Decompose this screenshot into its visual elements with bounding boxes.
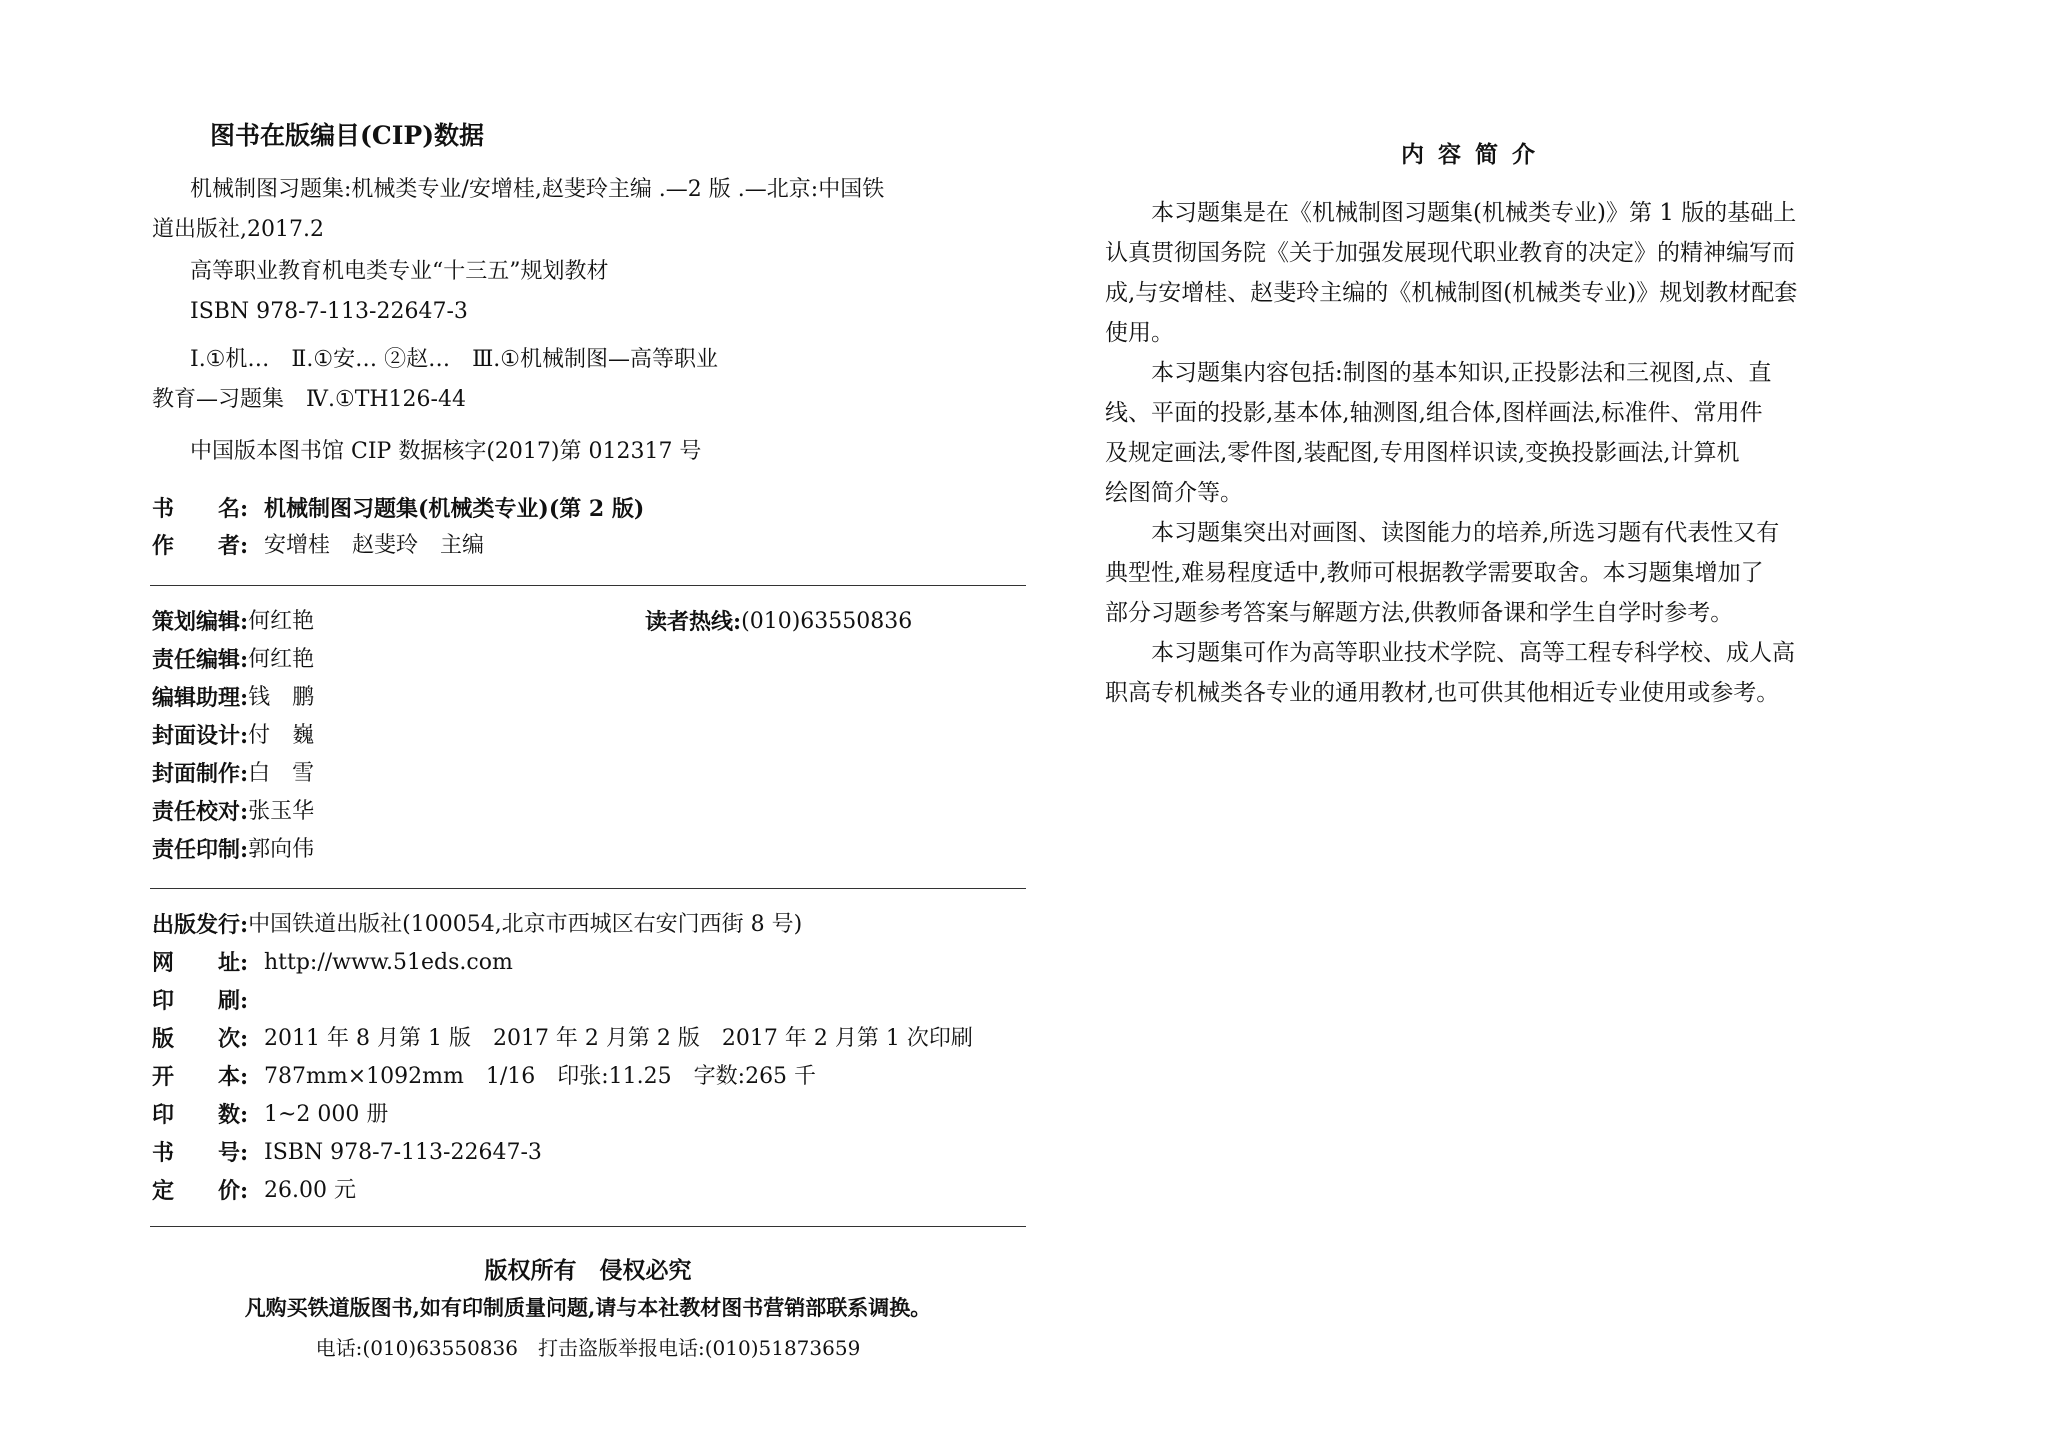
book-title-row xyxy=(152,490,644,528)
staff-row xyxy=(152,755,314,793)
publish-value: http://www.51eds.com xyxy=(264,950,513,975)
publish-row xyxy=(152,944,973,982)
cip-line-4: ISBN 978-7-113-22647-3 xyxy=(190,299,468,324)
intro-line: 本习题集可作为高等职业技术学院、高等工程专科学校、成人高 xyxy=(1151,640,1795,666)
publish-row xyxy=(152,1172,973,1210)
publish-key: 定 价: xyxy=(152,1178,249,1204)
staff-value: 张玉华 xyxy=(248,799,315,824)
cip-line-3: 高等职业教育机电类专业“十三五”规划教材 xyxy=(190,259,609,284)
publish-value: 中国铁道出版社(100054,北京市西城区右安门西街 8 号) xyxy=(248,912,803,937)
copyright-phones: 电话:(010)63550836 打击盗版举报电话:(010)51873659 xyxy=(315,1336,861,1360)
staff-key: 责任编辑: xyxy=(152,647,249,673)
book-title-value: 机械制图习题集(机械类专业)(第 2 版) xyxy=(264,496,645,522)
publish-list xyxy=(152,906,973,1210)
book-author-key: 作 者: xyxy=(152,533,249,559)
publish-key: 印 刷: xyxy=(152,988,249,1014)
intro-line: 及规定画法,零件图,装配图,专用图样识读,变换投影画法,计算机 xyxy=(1105,440,1740,466)
intro-line: 部分习题参考答案与解题方法,供教师备课和学生自学时参考。 xyxy=(1105,600,1734,626)
copyright-title: 版权所有 侵权必究 xyxy=(484,1257,692,1284)
intro-line: 本习题集是在《机械制图习题集(机械类专业)》第 1 版的基础上 xyxy=(1151,200,1797,226)
intro-line: 认真贯彻国务院《关于加强发展现代职业教育的决定》的精神编写而 xyxy=(1105,240,1795,266)
staff-value: 付 巍 xyxy=(248,723,315,748)
cip-line-7: 中国版本图书馆 CIP 数据核字(2017)第 012317 号 xyxy=(190,439,702,464)
publish-row xyxy=(152,1020,973,1058)
staff-row xyxy=(152,679,314,717)
intro-line: 使用。 xyxy=(1105,320,1174,346)
staff-row xyxy=(152,717,314,755)
cip-line-1: 机械制图习题集:机械类专业/安增桂,赵斐玲主编 .—2 版 .—北京:中国铁 xyxy=(190,177,885,202)
intro-line: 本习题集突出对画图、读图能力的培养,所选习题有代表性又有 xyxy=(1151,520,1780,546)
staff-key: 封面设计: xyxy=(152,723,249,749)
book-title-key: 书 名: xyxy=(152,496,249,522)
cip-title: 图书在版编目(CIP)数据 xyxy=(210,121,485,150)
intro-line: 绘图简介等。 xyxy=(1105,480,1243,506)
divider-3 xyxy=(150,1226,1026,1227)
divider-1 xyxy=(150,585,1026,586)
hotline-key: 读者热线: xyxy=(645,609,742,635)
publish-key: 开 本: xyxy=(152,1064,249,1090)
intro-line: 职高专机械类各专业的通用教材,也可供其他相近专业使用或参考。 xyxy=(1105,680,1780,706)
publish-key: 网 址: xyxy=(152,950,249,976)
staff-value: 白 雪 xyxy=(248,761,315,786)
publish-value: 2011 年 8 月第 1 版 2017 年 2 月第 2 版 2017 年 2 月第 1 次印刷 xyxy=(264,1026,973,1051)
publish-key: 版 次: xyxy=(152,1026,249,1052)
staff-list xyxy=(152,603,314,869)
cip-line-2: 道出版社,2017.2 xyxy=(152,217,324,242)
staff-value: 何红艳 xyxy=(248,647,315,672)
publish-row xyxy=(152,1058,973,1096)
book-author-row xyxy=(152,527,484,565)
publish-row xyxy=(152,906,973,944)
staff-key: 编辑助理: xyxy=(152,685,249,711)
staff-key: 责任校对: xyxy=(152,799,249,825)
cip-line-5: Ⅰ.①机… Ⅱ.①安… ②赵… Ⅲ.①机械制图—高等职业 xyxy=(190,347,719,372)
publish-value: ISBN 978-7-113-22647-3 xyxy=(264,1140,542,1165)
staff-row xyxy=(152,793,314,831)
publish-row xyxy=(152,1134,973,1172)
staff-value: 何红艳 xyxy=(248,609,315,634)
cip-line-6: 教育—习题集 Ⅳ.①TH126-44 xyxy=(152,387,466,412)
publish-row xyxy=(152,1096,973,1134)
intro-line: 典型性,难易程度适中,教师可根据教学需要取舍。本习题集增加了 xyxy=(1105,560,1764,586)
staff-key: 策划编辑: xyxy=(152,609,249,635)
staff-row xyxy=(152,831,314,869)
publish-key: 出版发行: xyxy=(152,912,249,938)
copyright-notice: 凡购买铁道版图书,如有印制质量问题,请与本社教材图书营销部联系调换。 xyxy=(244,1295,932,1320)
staff-key: 责任印制: xyxy=(152,837,249,863)
intro-body xyxy=(1105,193,1845,713)
divider-2 xyxy=(150,888,1026,889)
staff-key: 封面制作: xyxy=(152,761,249,787)
intro-line: 线、平面的投影,基本体,轴测图,组合体,图样画法,标准件、常用件 xyxy=(1105,400,1763,426)
publish-value: 26.00 元 xyxy=(264,1178,356,1203)
intro-line: 成,与安增桂、赵斐玲主编的《机械制图(机械类专业)》规划教材配套 xyxy=(1105,280,1798,306)
intro-title: 内容简介 xyxy=(1401,141,1549,168)
publish-key: 印 数: xyxy=(152,1102,249,1128)
hotline-value: (010)63550836 xyxy=(741,609,913,634)
publish-row xyxy=(152,982,973,1020)
book-author-value: 安增桂 赵斐玲 主编 xyxy=(264,533,485,558)
publish-value: 787mm×1092mm 1/16 印张:11.25 字数:265 千 xyxy=(264,1064,817,1089)
staff-row xyxy=(152,603,314,641)
reader-hotline xyxy=(645,603,912,641)
staff-row xyxy=(152,641,314,679)
intro-line: 本习题集内容包括:制图的基本知识,正投影法和三视图,点、直 xyxy=(1151,360,1772,386)
staff-value: 钱 鹏 xyxy=(248,685,315,710)
publish-key: 书 号: xyxy=(152,1140,249,1166)
staff-value: 郭向伟 xyxy=(248,837,315,862)
publish-value: 1~2 000 册 xyxy=(264,1102,389,1127)
